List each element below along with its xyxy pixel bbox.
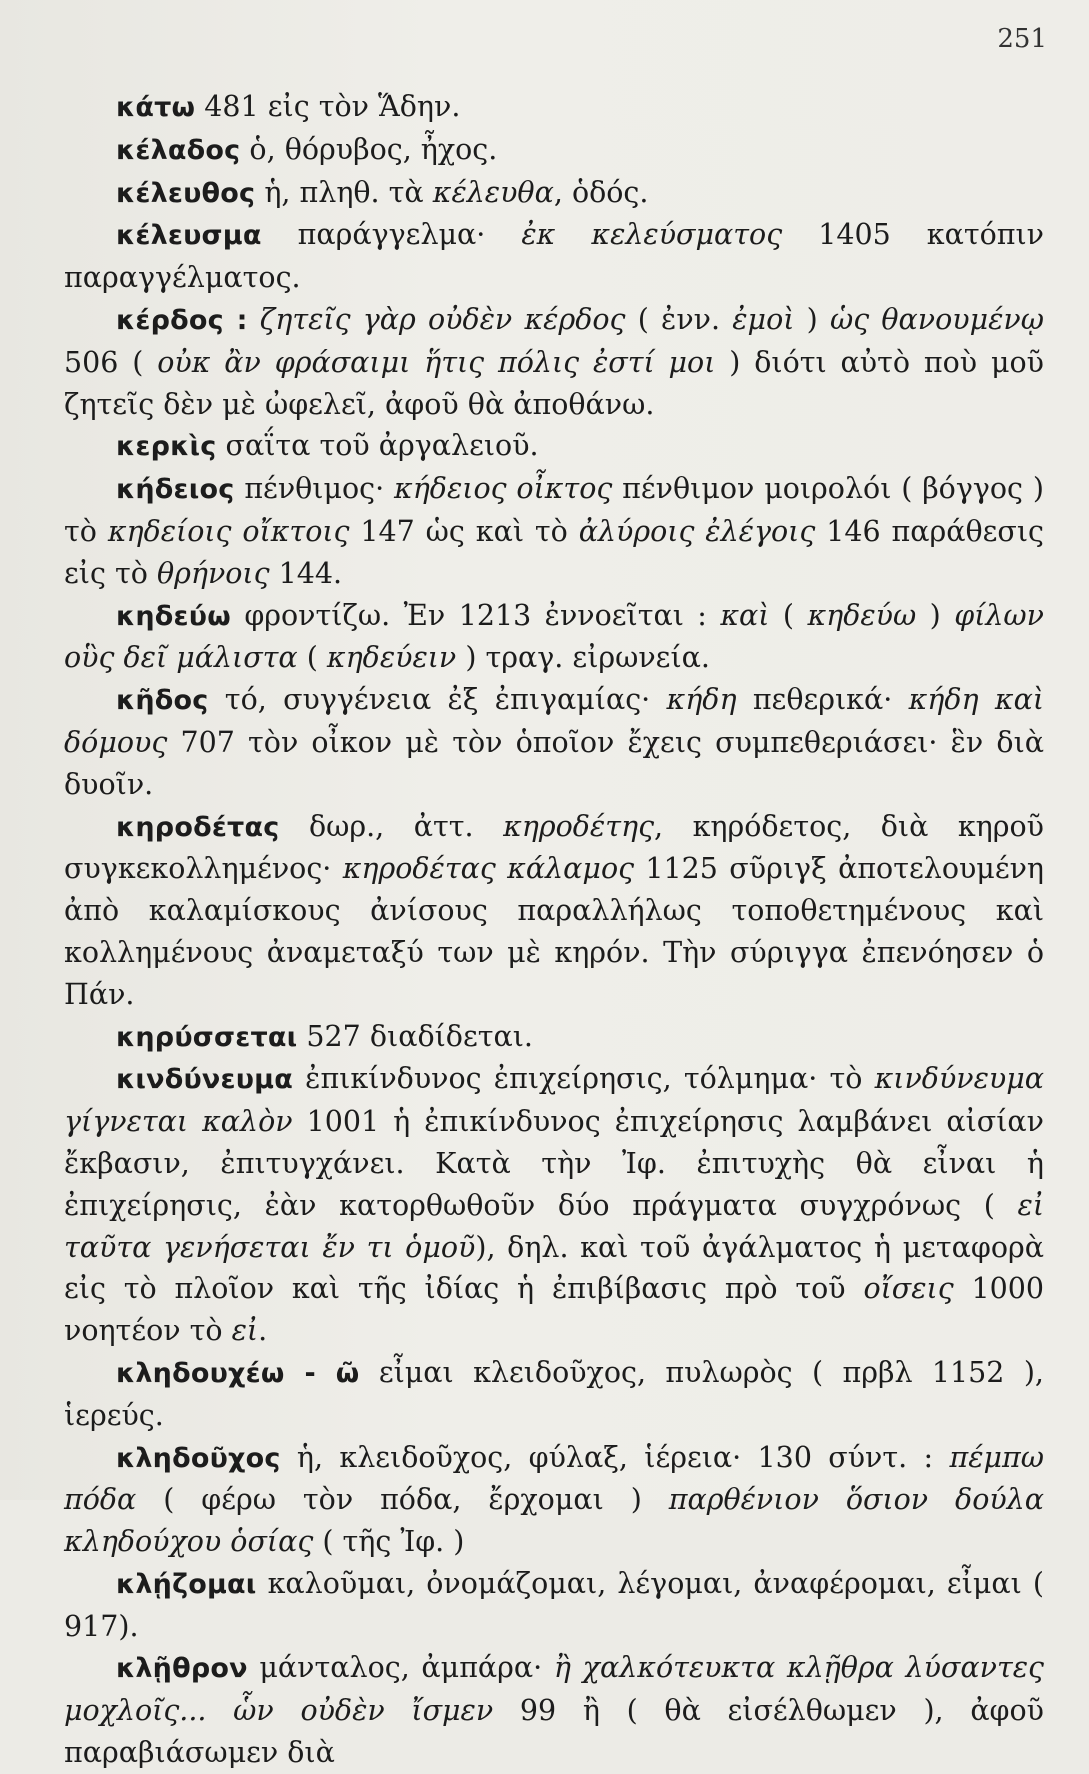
entry-definition-text: ) xyxy=(794,302,830,336)
entry-quote-text: κηροδέτας κάλαμος xyxy=(342,852,635,886)
entry-definition-text: μάνταλος, ἀμπάρα· xyxy=(247,1651,554,1685)
entry-definition-text: σαΐτα τοῦ ἀργαλειοῦ. xyxy=(216,429,539,463)
entry-quote-text: οἴσεις xyxy=(863,1272,954,1306)
glossary-entry xyxy=(64,129,1044,172)
entry-quote-text: ἀλύροις ἐλέγοις xyxy=(578,514,816,548)
glossary-entry xyxy=(64,468,1044,594)
entry-definition-text: ( φέρω τὸν πόδα, ἔρχομαι ) xyxy=(136,1483,669,1517)
glossary-entry xyxy=(64,1437,1044,1563)
entry-definition-text: 527 διαδίδεται. xyxy=(297,1019,533,1053)
glossary-entry xyxy=(64,806,1044,1016)
entry-headword: κέλαδος xyxy=(116,134,241,166)
entry-quote-text: οὐκ ἂν φράσαιμι ἥτις πόλις ἐστί μοι xyxy=(157,345,716,379)
entry-headword: κήδειος xyxy=(116,474,235,506)
entry-quote-text: κινδύνευμα γίγνεται καλὸν xyxy=(64,1062,1044,1139)
entry-definition-text: 1001 ἡ ἐπικίνδυνος ἐπιχείρησις λαμβάνει αἰσίαν ἔκβασιν, ἐπιτυγχάνει. Κατὰ τὴν Ἰφ. ἐπιτυχὴς θὰ εἶναι ἡ ἐπιχείρησις, ἐὰν κατορθωθοῦν δύο πράγματα συγχρόνως ( xyxy=(64,1105,1045,1222)
entry-quote-text: κήδη καὶ δόμους xyxy=(64,683,1044,759)
entry-quote-text: κηροδέτης xyxy=(503,809,655,843)
entry-definition-text: ἐπικίνδυνος ἐπιχείρησις, τόλμημα· τὸ xyxy=(292,1062,875,1096)
entry-definition-text: ( ἐνν. xyxy=(625,302,733,336)
entry-headword: κέρδος : xyxy=(116,304,248,336)
glossary-entry xyxy=(64,172,1044,215)
entry-definition-text: . xyxy=(258,1314,268,1348)
entry-definition-text: ὁ, θόρυβος, ἦχος. xyxy=(240,132,498,166)
glossary-entry xyxy=(64,1352,1044,1437)
entry-definition-text: πένθιμος· xyxy=(234,472,395,506)
entry-headword: κληδοῦχος xyxy=(116,1442,281,1474)
entry-quote-text: ἢ χαλκότευκτα κλῇθρα λύσαντες μοχλοῖς... ὧν οὐδὲν ἴσμεν xyxy=(64,1651,1044,1728)
entry-definition-text: , ὁδός. xyxy=(553,175,649,209)
entry-definition-text: εἶμαι κλειδοῦχος, πυλωρὸς ( πρβλ 1152 ), ἱερεύς. xyxy=(64,1355,1044,1432)
entry-definition-text: ἡ, κλειδοῦχος, φύλαξ, ἱέρεια· 130 σύντ. : xyxy=(280,1440,950,1474)
glossary-entry xyxy=(64,299,1044,425)
entry-headword: κηδεύω xyxy=(116,600,231,632)
entry-definition-text: δωρ., ἀττ. xyxy=(279,809,504,843)
entry-headword: κλῇθρον xyxy=(116,1653,248,1685)
entry-definition-text: ( xyxy=(297,641,327,675)
entry-definition-text: πένθιμον μοιρολόι ( βόγγος ) τὸ xyxy=(64,472,1044,548)
entry-headword: κάτω xyxy=(116,92,196,123)
glossary-entry xyxy=(64,1016,1044,1059)
entry-definition-text: 99 ἢ ( θὰ εἰσέλθωμεν ), ἀφοῦ παραβιάσωμεν διὰ xyxy=(64,1694,1044,1770)
entry-quote-text: κηδεύω xyxy=(807,598,917,632)
entry-definition-text: 481 εἰς τὸν Ἅδην. xyxy=(195,90,461,123)
entry-definition-text: 707 τὸν οἶκον μὲ τὸν ὁποῖον ἔχεις συμπεθεριάσει· ἓν διὰ δυοῖν. xyxy=(64,725,1044,801)
glossary-entries xyxy=(64,86,1044,1774)
entry-definition-text: ( xyxy=(769,598,808,632)
entry-quote-text: κέλευθα xyxy=(432,175,554,209)
entry-headword: κέλευθος xyxy=(116,177,256,209)
entry-definition-text: ) διότι αὐτὸ ποὺ μοῦ ζητεῖς δὲν μὲ ὠφελεῖ, ἀφοῦ θὰ ἀποθάνω. xyxy=(64,345,1044,421)
entry-headword: κληδουχέω - ῶ xyxy=(116,1357,360,1389)
entry-headword: κερκὶς xyxy=(116,431,217,463)
entry-definition-text: ) xyxy=(916,598,955,632)
entry-definition-text: ( τῆς Ἰφ. ) xyxy=(313,1525,465,1559)
entry-definition-text: 146 παράθεσις εἰς τὸ xyxy=(64,514,1044,590)
entry-quote-text: πέμπω πόδα xyxy=(64,1440,1044,1517)
glossary-entry xyxy=(64,214,1044,299)
entry-headword: κῆδος xyxy=(116,685,209,717)
entry-quote-text: καὶ xyxy=(720,598,770,632)
entry-quote-text: ζητεῖς γὰρ οὐδὲν κέρδος xyxy=(247,302,626,336)
glossary-entry xyxy=(64,679,1044,805)
entry-quote-text: ὡς θανουμένῳ xyxy=(829,302,1044,336)
entry-definition-text: παράγγελμα· xyxy=(261,218,522,252)
entry-definition-text: καλοῦμαι, ὀνομάζομαι, λέγομαι, ἀναφέρομαι, εἶμαι ( 917). xyxy=(64,1566,1044,1643)
entry-quote-text: κήδη xyxy=(666,683,737,717)
entry-quote-text: κηδεύειν xyxy=(326,641,457,675)
entry-quote-text: φίλων οὓς δεῖ μάλιστα xyxy=(64,598,1044,675)
entry-headword: κέλευσμα xyxy=(116,220,262,252)
entry-quote-text: θρήνοις xyxy=(156,556,270,590)
entry-definition-text: , κηρόδετος, διὰ κηροῦ συγκεκολλημένος· xyxy=(64,809,1044,886)
entry-definition-text: 1405 κατόπιν παραγγέλματος. xyxy=(64,218,1044,295)
entry-definition-text: ) τραγ. εἰρωνεία. xyxy=(456,641,710,675)
glossary-entry xyxy=(64,1563,1044,1648)
entry-quote-text: εἰ xyxy=(231,1314,259,1348)
glossary-entry xyxy=(64,595,1044,680)
entry-quote-text: εἰ ταῦτα γενήσεται ἔν τι ὁμοῦ xyxy=(64,1188,1044,1264)
entry-quote-text: ἐμοὶ xyxy=(732,302,795,336)
entry-definition-text: 1000 νοητέον τὸ xyxy=(64,1272,1044,1348)
entry-quote-text: ἐκ κελεύσματος xyxy=(521,218,783,252)
entry-definition-text: 506 ( xyxy=(64,345,158,379)
entry-definition-text: πεθερικά· xyxy=(736,683,909,717)
entry-definition-text: ), δηλ. καὶ τοῦ ἀγάλματος ἡ μεταφορὰ εἰς τὸ πλοῖον καὶ τῆς ἰδίας ἡ ἐπιβίβασις πρὸ τοῦ xyxy=(64,1230,1044,1306)
entry-headword: κλῄζομαι xyxy=(116,1568,257,1600)
entry-headword: κηροδέτας xyxy=(116,811,280,843)
entry-headword: κηρύσσεται xyxy=(116,1021,298,1053)
entry-definition-text: 147 ὡς καὶ τὸ xyxy=(349,514,579,548)
entry-definition-text: 144. xyxy=(269,556,343,590)
entry-quote-text: κήδειος οἶκτος xyxy=(394,472,613,506)
entry-headword: κινδύνευμα xyxy=(116,1064,293,1096)
glossary-entry xyxy=(64,425,1044,468)
glossary-entry xyxy=(64,86,1044,129)
entry-definition-text: φροντίζω. Ἐν 1213 ἐννοεῖται : xyxy=(230,598,721,632)
entry-quote-text: παρθένιον ὅσιον δούλα κληδούχου ὁσίας xyxy=(64,1483,1044,1559)
page-number: 251 xyxy=(997,24,1047,54)
entry-quote-text: κηδείοις οἴκτοις xyxy=(107,514,350,548)
entry-definition-text: ἡ, πληθ. τὰ xyxy=(255,175,433,209)
entry-definition-text: τό, συγγένεια ἐξ ἐπιγαμίας· xyxy=(208,683,667,717)
glossary-entry xyxy=(64,1058,1044,1352)
entry-definition-text: 1125 σῦριγξ ἀποτελουμένη ἀπὸ καλαμίσκους ἀνίσους παραλλήλως τοποθετημένους καὶ κολλημένους ἀναμεταξύ των μὲ κηρόν. Τὴν σύριγγα ἐπενόησεν ὁ Πάν. xyxy=(64,852,1044,1011)
glossary-entry xyxy=(64,1647,1044,1773)
